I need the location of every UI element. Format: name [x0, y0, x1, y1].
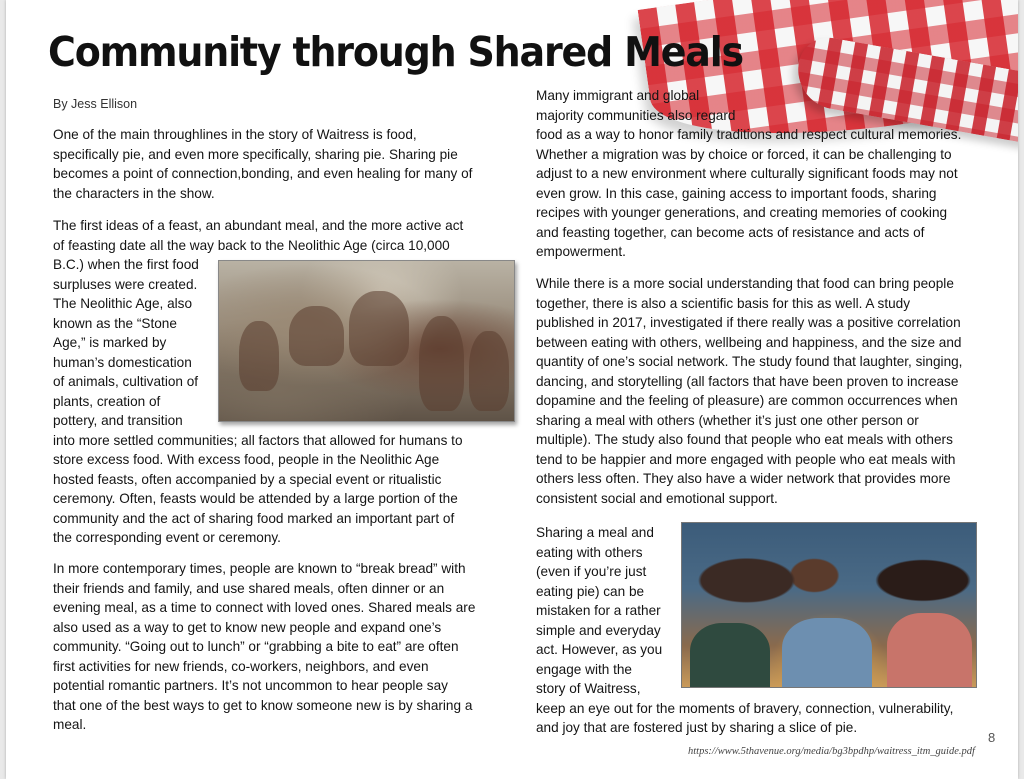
friends-sharing-meal-image: [681, 522, 977, 688]
person-silhouette: [782, 618, 872, 688]
left-paragraph-1: One of the main throughlines in the story of Waitress is food, specifically pie, and even more specifically, sharing pie. Sharing pie becomes a point of connection,bonding, and even healing for many of the characters in the show.: [53, 127, 473, 201]
figure-silhouette: [469, 331, 509, 411]
left-paragraph-3: In more contemporary times, people are known to “break bread” with their friends and family, and use shared meals, often dinner or an evening meal, as a time to connect with loved ones. Shared meals are also used as a way to get to know new people and expand one’s community. “Going out to lunch” or “grabbing a bite to eat” are often first activities for new friends, co-workers, neighbors, and even potential romantic partners. It’s not uncommon to hear people say that one of the best ways to get to know someone new is by sharing a meal.: [53, 561, 476, 732]
right-paragraph-2: While there is a more social understanding that food can bring people together, there is also a scientific basis for this as well. A study published in 2017, investigated if there really was a positive correlation between eating with others, wellbeing and happiness, and the size and quantity of one’s social network. The study found that laughter, singing, dancing, and storytelling (all factors that have been proven to increase dopamine and the feeling of pleasure) are common occurrences when sharing a meal with others (whether it’s just one other person or multiple). The study also found that people who eat meals with others tend to be happier and more engaged with people who eat meals with others less often. They also have a wider network that provides more consistent social and emotional support.: [536, 276, 963, 506]
person-silhouette: [887, 613, 972, 688]
right-paragraph-1: Many immigrant and global majority communities also regard food as a way to honor family traditions and respect cultural memories. Whether a migration was by choice or forced, it can be challenging to adjust to a new environment where culturally significant foods may not even grow. In this case, gaining access to important foods, sharing recipes with younger generations, and creating memories of cooking and feasting together, can become acts of resistance and acts of empowerment.: [536, 88, 962, 259]
page-number: 8: [988, 730, 996, 745]
document-page: [6, 0, 1018, 779]
page-title: Community through Shared Meals: [48, 28, 743, 76]
left-paragraph-2: The first ideas of a feast, an abundant meal, and the more active act of feasting date all the way back to the Neolithic Age (circa 10,000 B.C.) when the first food surpluses were created. The Neolithic Age, also known as the “Stone Age,” is marked by human’s domestication of animals, cultivation of plants, creation of pottery, and transition into more settled communities; all factors that allowed for humans to store excess food. With excess food, people in the Neolithic Age hosted feasts, often accompanied by a special event or ritualistic ceremony. Often, feasts would be attended by a large portion of the community and the act of sharing food marked an important part of the corresponding event or ceremony.: [53, 218, 464, 545]
source-url: https://www.5thavenue.org/media/bg3bpdhp/waitress_itm_guide.pdf: [688, 746, 975, 757]
figure-silhouette: [289, 306, 344, 366]
figure-silhouette: [419, 316, 464, 411]
figure-silhouette: [239, 321, 279, 391]
person-silhouette: [690, 623, 770, 688]
figure-silhouette: [349, 291, 409, 366]
neolithic-feast-image: [218, 260, 515, 422]
right-paragraph-3: Sharing a meal and eating with others (even if you’re just eating pie) can be mistaken for a rather simple and everyday act. However, as you engage with the story of Waitress, keep an eye out for the moments of bravery, connection, vulnerability, and joy that are fostered just by sharing a slice of pie.: [536, 525, 954, 735]
byline: By Jess Ellison: [53, 97, 138, 111]
